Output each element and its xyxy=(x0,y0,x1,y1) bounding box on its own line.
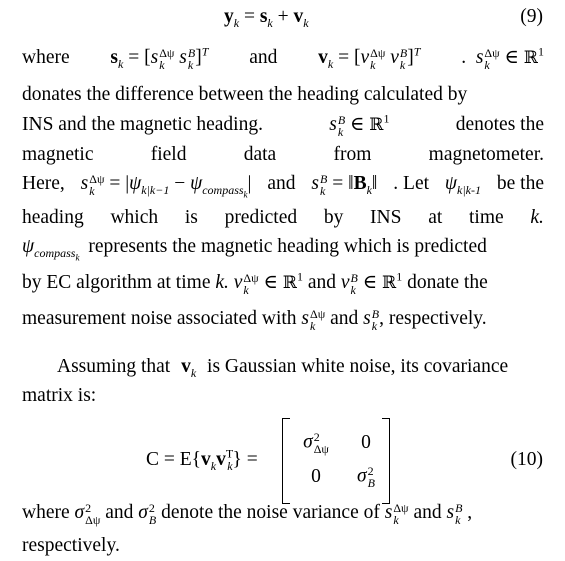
text-line-7-content: represents the magnetic heading which is predicted xyxy=(88,236,487,257)
math-v-delta-psi: v Δψ k ∈ ℝ$^1$ xyxy=(233,269,303,297)
word: is xyxy=(184,207,198,228)
math-s-delta-psi-real: . s Δψ k ∈ ℝ$^1$ xyxy=(461,44,544,72)
text-line-1 xyxy=(22,46,544,71)
matrix-right-bracket xyxy=(382,418,390,504)
math-s-delta-psi-def: s Δψ k = $|\psi_{k|k-1} - \psi_{compass_k}|$ xyxy=(80,171,252,200)
text-line-10 xyxy=(57,355,544,379)
word: INS xyxy=(370,207,402,228)
word: which xyxy=(110,207,159,228)
text-line-9-b: , respectively. xyxy=(379,308,487,329)
word-where: where xyxy=(22,47,70,68)
math-sigma-b: σ 2 B xyxy=(138,500,157,527)
math-s-b-real: s B k ∈ ℝ$^1$ xyxy=(329,111,390,139)
word: from xyxy=(333,144,372,165)
word-and: and xyxy=(249,47,278,68)
math-v-b: v B k ∈ ℝ$^1$ xyxy=(340,269,403,297)
word: magnetometer. xyxy=(428,144,544,165)
text-line-3-a: INS and the magnetic heading. xyxy=(22,114,263,135)
text-line-5-here: Here, xyxy=(22,173,65,194)
word-and: and xyxy=(330,308,359,329)
math-v-vector: $v_k = [v$ Δψ k v B k ]$^T$ xyxy=(318,44,421,72)
text-line-12-b: denote the noise variance of xyxy=(161,502,380,523)
word: field xyxy=(150,144,187,165)
equation-9-body: $y_k = s_k + v_k$ xyxy=(224,6,309,30)
word: by xyxy=(323,207,344,228)
word: data xyxy=(243,144,277,165)
matrix-left-bracket xyxy=(282,418,290,504)
word-and: and xyxy=(413,502,442,523)
word: k. xyxy=(530,207,544,228)
text-line-8-k: k. xyxy=(215,272,229,293)
text-line-8-a: by EC algorithm at time xyxy=(22,272,211,293)
matrix-cells xyxy=(290,426,390,494)
text-line-4 xyxy=(22,143,544,167)
text-line-8-b: donate the xyxy=(407,272,488,293)
matrix-cell-21: 0 xyxy=(311,466,321,487)
text-line-2-content: donates the difference between the heading calculated by xyxy=(22,84,468,105)
text-line-12-where: where xyxy=(22,502,70,523)
math-s-delta-psi: s Δψ k xyxy=(384,500,409,527)
text-line-6 xyxy=(22,206,544,230)
text-line-9 xyxy=(22,307,544,332)
covariance-matrix xyxy=(282,418,390,502)
word: time xyxy=(468,207,504,228)
text-line-7 xyxy=(22,235,544,263)
equation-10-number: (10) xyxy=(510,449,543,470)
math-s-b: s B k xyxy=(363,306,380,333)
word: predicted xyxy=(224,207,298,228)
word-let: . Let xyxy=(393,173,430,194)
word: at xyxy=(428,207,443,228)
matrix-cell-22: σ 2 B xyxy=(357,464,375,490)
math-v-k: $v_k$ xyxy=(181,356,197,380)
matrix-cell-11: σ 2 Δψ xyxy=(303,430,329,456)
text-line-13-content: respectively. xyxy=(22,535,120,556)
word-and: and xyxy=(307,272,336,293)
text-line-10-b: is Gaussian white noise, its covariance xyxy=(207,356,509,377)
text-line-12 xyxy=(22,501,544,526)
word-and: and xyxy=(267,173,296,194)
word: magnetic xyxy=(22,144,94,165)
equation-9 xyxy=(0,6,565,32)
equation-10-lhs: $C = E\{v_kv^T_k\}$ = xyxy=(146,446,258,473)
math-s-vector: $s_k = [s$ Δψ k s B k ]$^T$ xyxy=(110,44,209,72)
math-psi-compass: $\psi_{compass_k}$ xyxy=(22,236,80,263)
math-s-delta-psi: s Δψ k xyxy=(301,306,326,333)
text-line-3 xyxy=(22,113,544,138)
equation-9-number: (9) xyxy=(520,6,543,27)
text-line-5 xyxy=(22,171,544,200)
text-line-2 xyxy=(22,83,544,107)
equation-10 xyxy=(0,418,565,504)
math-sigma-delta-psi: σ 2 Δψ xyxy=(74,500,101,527)
matrix-cell-12: 0 xyxy=(361,432,371,453)
text-line-8 xyxy=(22,271,544,296)
word-be-the: be the xyxy=(496,173,544,194)
text-line-3-b: denotes the xyxy=(455,114,544,135)
math-s-b-def: s B k = $‖B_k‖$ xyxy=(311,171,378,198)
word: heading xyxy=(22,207,84,228)
text-line-13 xyxy=(22,534,544,558)
math-psi-k: $\psi_{k|k-1}$ xyxy=(444,173,481,197)
text-line-10-a: Assuming that xyxy=(57,356,171,377)
word-and: and xyxy=(105,502,134,523)
text-line-9-a: measurement noise associated with xyxy=(22,308,297,329)
text-line-11-content: matrix is: xyxy=(22,385,97,406)
math-s-b: s B k , xyxy=(446,500,473,527)
text-line-11 xyxy=(22,384,544,408)
